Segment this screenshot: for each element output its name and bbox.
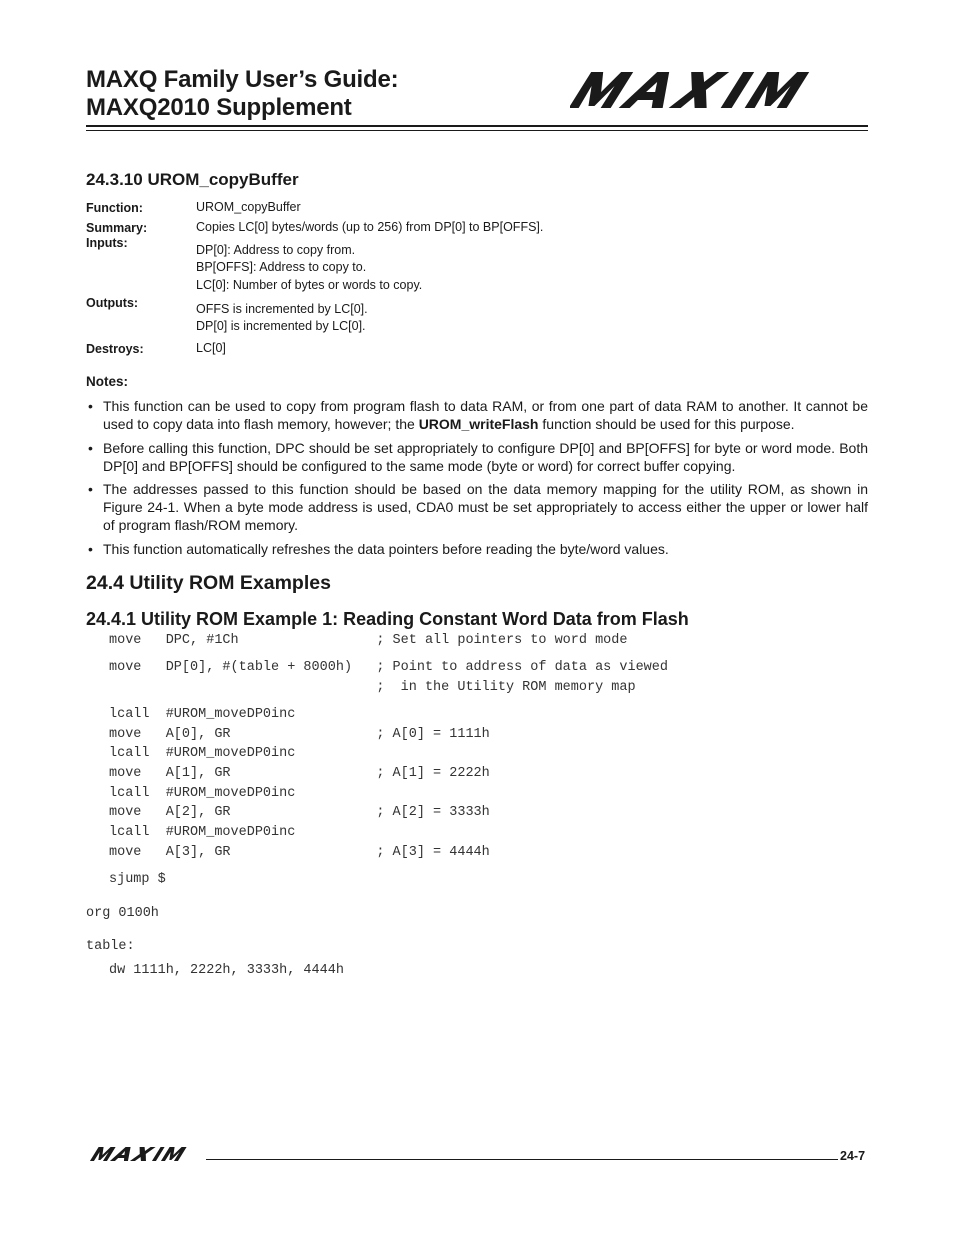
note-item xyxy=(86,397,868,433)
summary-value: Copies LC[0] bytes/words (up to 256) from DP[0] to BP[OFFS]. xyxy=(196,220,544,234)
note-bold-function-name: UROM_writeFlash xyxy=(418,416,539,432)
note-text: The addresses passed to this function should be based on the data memory mapping for the utility ROM, as shown in Figure 24-1. When a byte mode address is used, CDA0 must be set appropriately to access either the upper or lower half of program flash/ROM memory. xyxy=(103,481,868,533)
inputs-value-3: LC[0]: Number of bytes or words to copy. xyxy=(196,278,423,292)
title-line-2: MAXQ2010 Supplement xyxy=(86,94,352,121)
code-line: lcall #UROM_moveDP0inc xyxy=(109,825,296,840)
function-label: Function: xyxy=(86,201,143,215)
footer-rule xyxy=(206,1159,838,1160)
outputs-label: Outputs: xyxy=(86,296,139,310)
code-line: org 0100h xyxy=(86,906,159,921)
code-line: sjump $ xyxy=(109,872,166,887)
function-value: UROM_copyBuffer xyxy=(196,200,301,214)
maxim-logo-graphic xyxy=(570,70,868,110)
example-1-heading: 24.4.1 Utility ROM Example 1: Reading Constant Word Data from Flash xyxy=(86,609,689,629)
inputs-value-1: DP[0]: Address to copy from. xyxy=(196,243,356,257)
note-item xyxy=(86,540,868,558)
note-text-part: This function can be used to copy from program flash to data RAM, or from one part of data RAM to another. It cannot be used to copy data into flash memory, however; the xyxy=(103,398,868,432)
note-text: This function automatically refreshes the data pointers before reading the byte/word values. xyxy=(103,541,669,557)
bullet-glyph: • xyxy=(88,440,93,456)
page-number: 24-7 xyxy=(840,1149,866,1163)
code-line: lcall #UROM_moveDP0inc xyxy=(109,707,296,722)
code-line: move DPC, #1Ch ; Set all pointers to word mode xyxy=(109,633,628,648)
note-item xyxy=(86,480,868,534)
header-rule-thin xyxy=(86,130,868,131)
code-line: move A[0], GR ; A[0] = 1111h xyxy=(109,727,490,742)
code-line: dw 1111h, 2222h, 3333h, 4444h xyxy=(109,963,344,978)
code-line: lcall #UROM_moveDP0inc xyxy=(109,746,296,761)
maxim-footer-logo xyxy=(90,1146,202,1167)
note-text: Before calling this function, DPC should be set appropriately to configure DP[0] and BP[OFFS] for byte or word mode. Both DP[0] and BP[OFFS] should be configured to the same mode (byte or word) for correct buffer copying. xyxy=(103,440,868,474)
code-line: lcall #UROM_moveDP0inc xyxy=(109,786,296,801)
bullet-glyph: • xyxy=(88,541,93,557)
examples-heading: 24.4 Utility ROM Examples xyxy=(86,572,331,594)
code-line: table: xyxy=(86,939,135,954)
destroys-label: Destroys: xyxy=(86,342,144,356)
outputs-value-1: OFFS is incremented by LC[0]. xyxy=(196,302,368,316)
code-line: move A[1], GR ; A[1] = 2222h xyxy=(109,766,490,781)
code-line: move A[2], GR ; A[2] = 3333h xyxy=(109,805,490,820)
document-title xyxy=(86,66,398,122)
bullet-glyph: • xyxy=(88,481,93,497)
section-heading: 24.3.10 UROM_copyBuffer xyxy=(86,170,299,189)
note-text xyxy=(103,397,868,433)
title-line-1: MAXQ Family User’s Guide: xyxy=(86,66,399,93)
code-line: move A[3], GR ; A[3] = 4444h xyxy=(109,845,490,860)
bullet-glyph: • xyxy=(88,398,93,414)
inputs-label: Inputs: xyxy=(86,236,128,250)
code-line: ; in the Utility ROM memory map xyxy=(109,680,636,695)
note-item xyxy=(86,439,868,475)
summary-label: Summary: xyxy=(86,221,148,235)
outputs-value-2: DP[0] is incremented by LC[0]. xyxy=(196,319,366,333)
notes-title: Notes: xyxy=(86,374,129,389)
inputs-value-2: BP[OFFS]: Address to copy to. xyxy=(196,260,367,274)
note-text-part: function should be used for this purpose. xyxy=(538,416,795,432)
destroys-value: LC[0] xyxy=(196,341,226,355)
header-rule-thick xyxy=(86,125,868,127)
maxim-footer-logo-graphic xyxy=(90,1146,202,1162)
maxim-logo xyxy=(570,70,868,115)
code-line: move DP[0], #(table + 8000h) ; Point to address of data as viewed xyxy=(109,660,668,675)
